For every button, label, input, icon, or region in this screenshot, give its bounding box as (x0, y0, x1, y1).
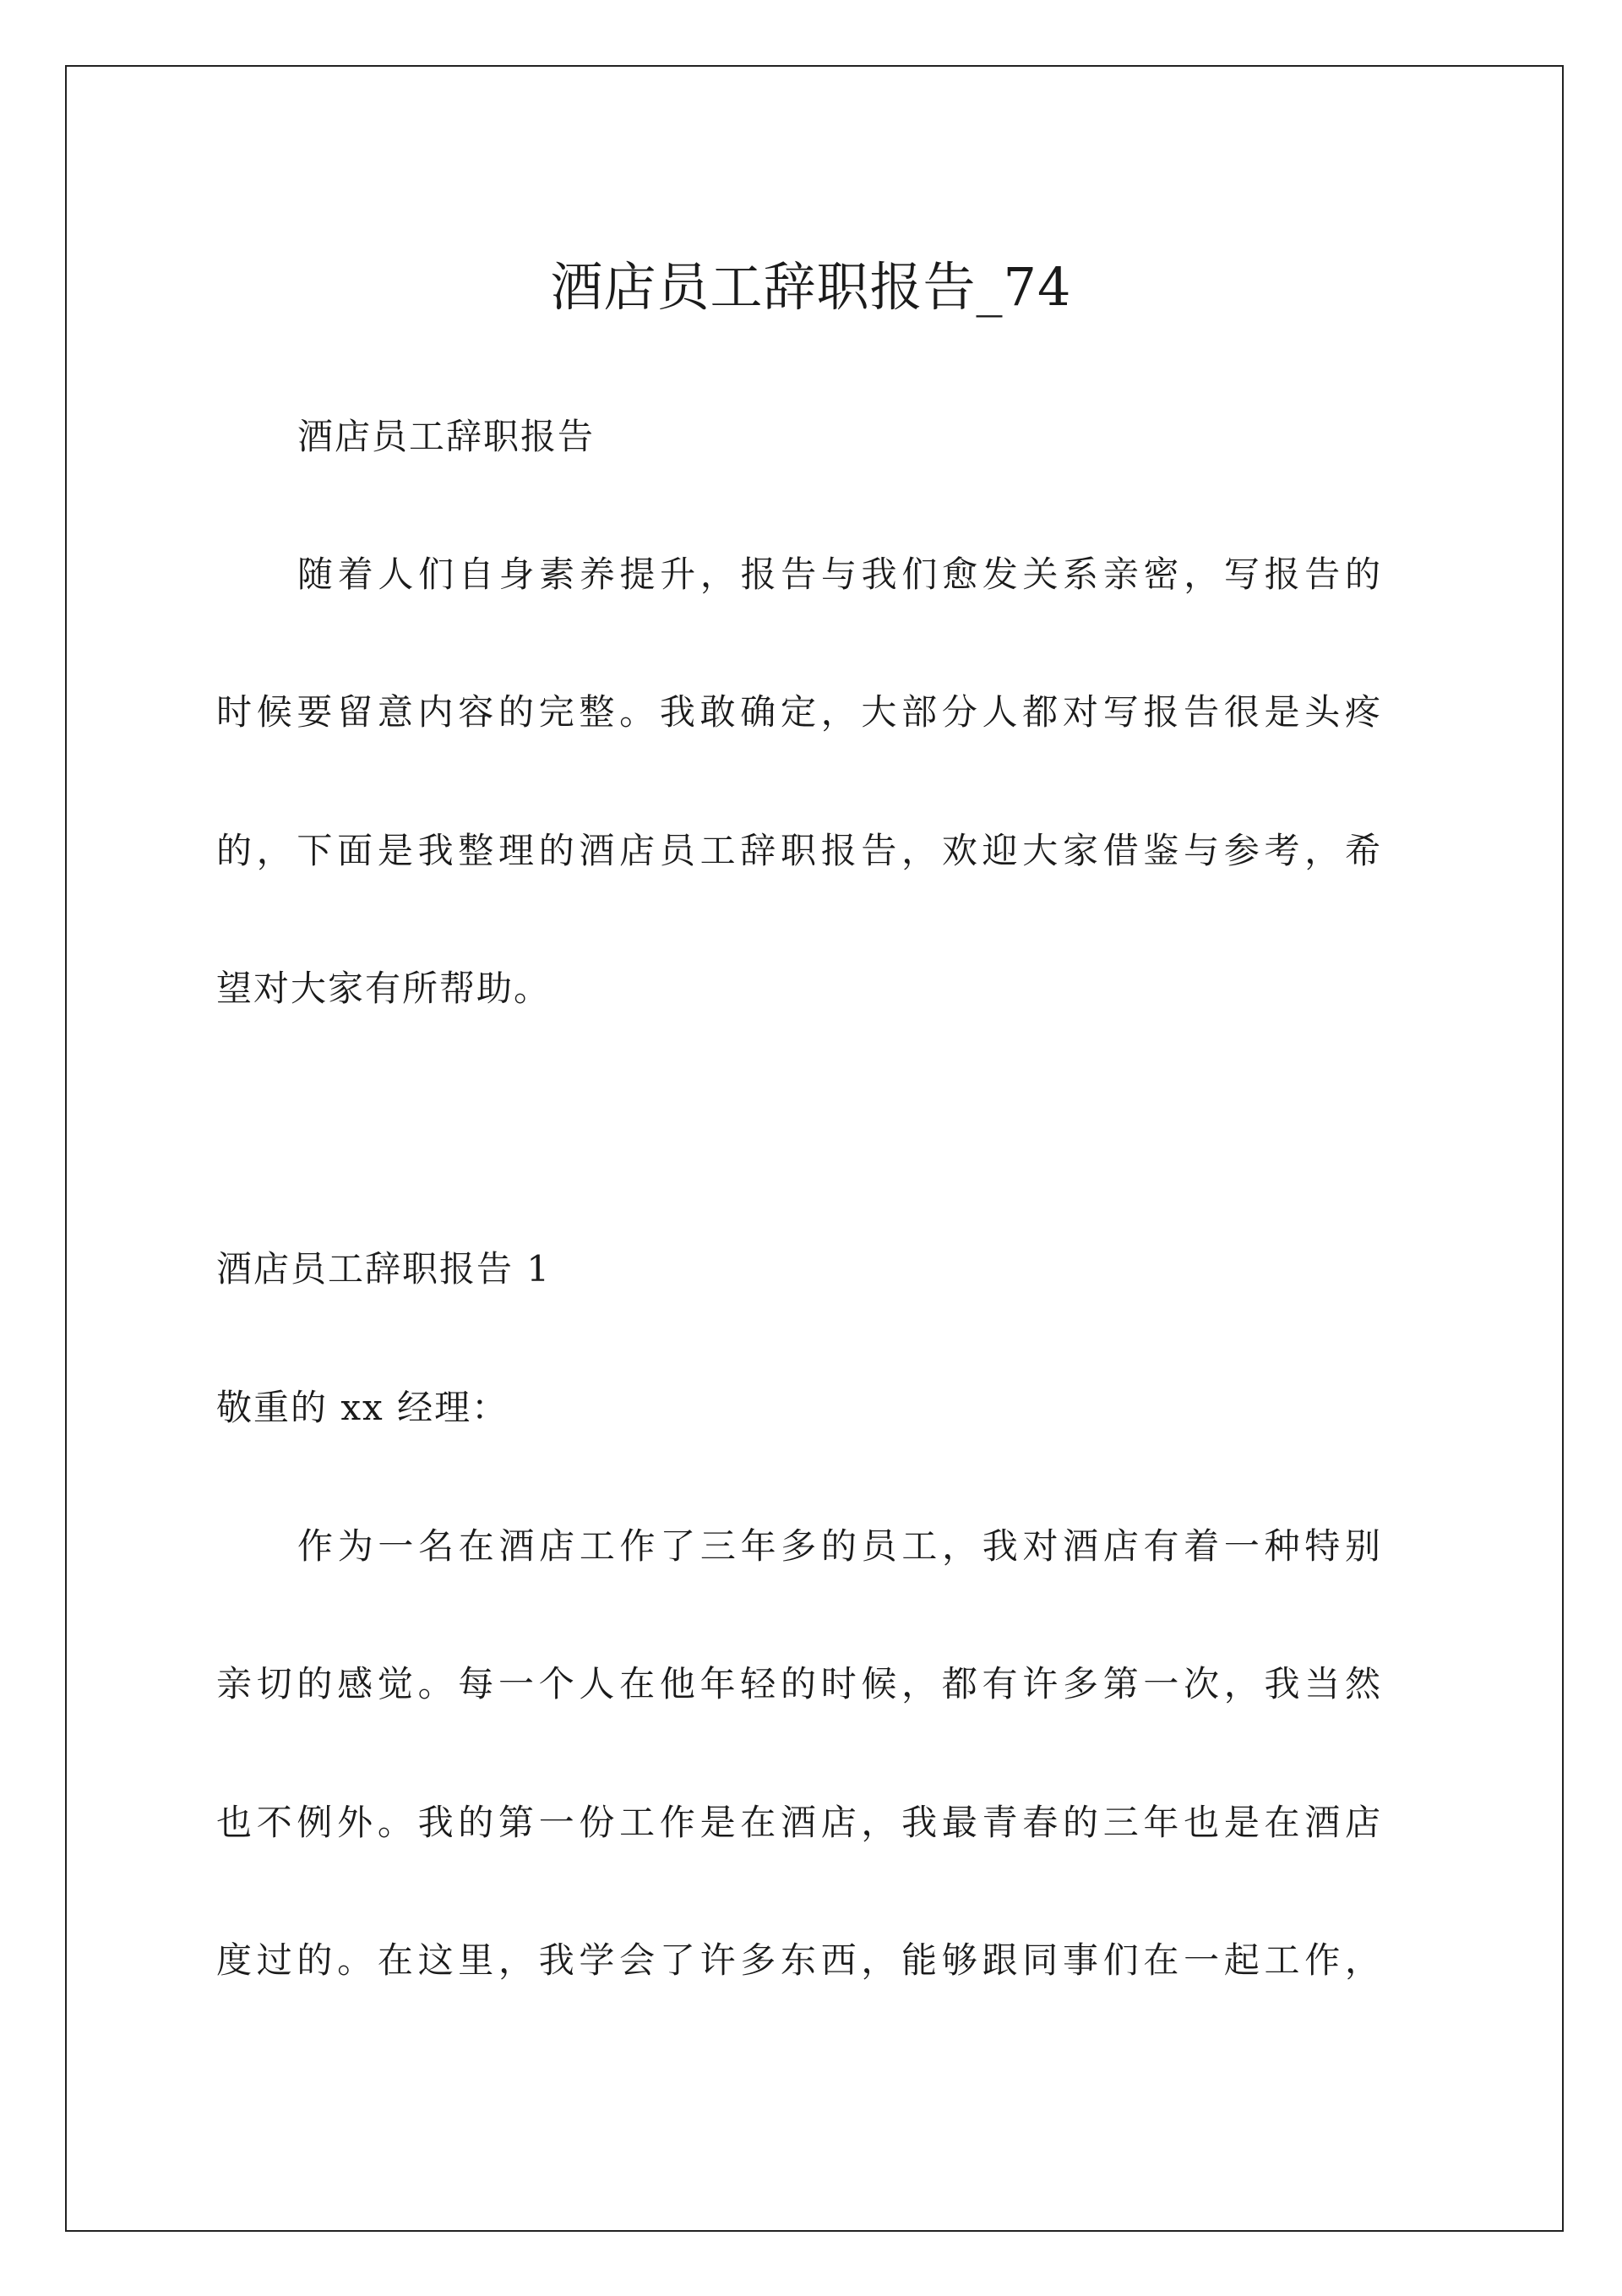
page-border (65, 65, 1564, 2232)
salutation: 敬重的 xx 经理： (216, 1387, 509, 1428)
document-subtitle: 酒店员工辞职报告 (297, 416, 596, 457)
body-line-3: 也不例外。我的第一份工作是在酒店，我最青春的三年也是在酒店 (216, 1802, 1382, 1843)
intro-line-4: 望对大家有所帮助。 (216, 968, 552, 1009)
intro-line-1: 随着人们自身素养提升，报告与我们愈发关系亲密，写报告的 (297, 554, 1382, 595)
intro-line-2: 时候要留意内容的完整。我敢确定，大部分人都对写报告很是头疼 (216, 691, 1382, 733)
body-line-4: 度过的。在这里，我学会了许多东西，能够跟同事们在一起工作， (216, 1939, 1382, 1981)
intro-line-3: 的，下面是我整理的酒店员工辞职报告，欢迎大家借鉴与参考，希 (216, 830, 1382, 871)
document-title: 酒店员工辞职报告_74 (550, 256, 1072, 318)
section-heading: 酒店员工辞职报告 1 (216, 1248, 552, 1290)
body-line-1: 作为一名在酒店工作了三年多的员工，我对酒店有着一种特别 (297, 1525, 1382, 1567)
body-line-2: 亲切的感觉。每一个人在他年轻的时候，都有许多第一次，我当然 (216, 1663, 1382, 1704)
